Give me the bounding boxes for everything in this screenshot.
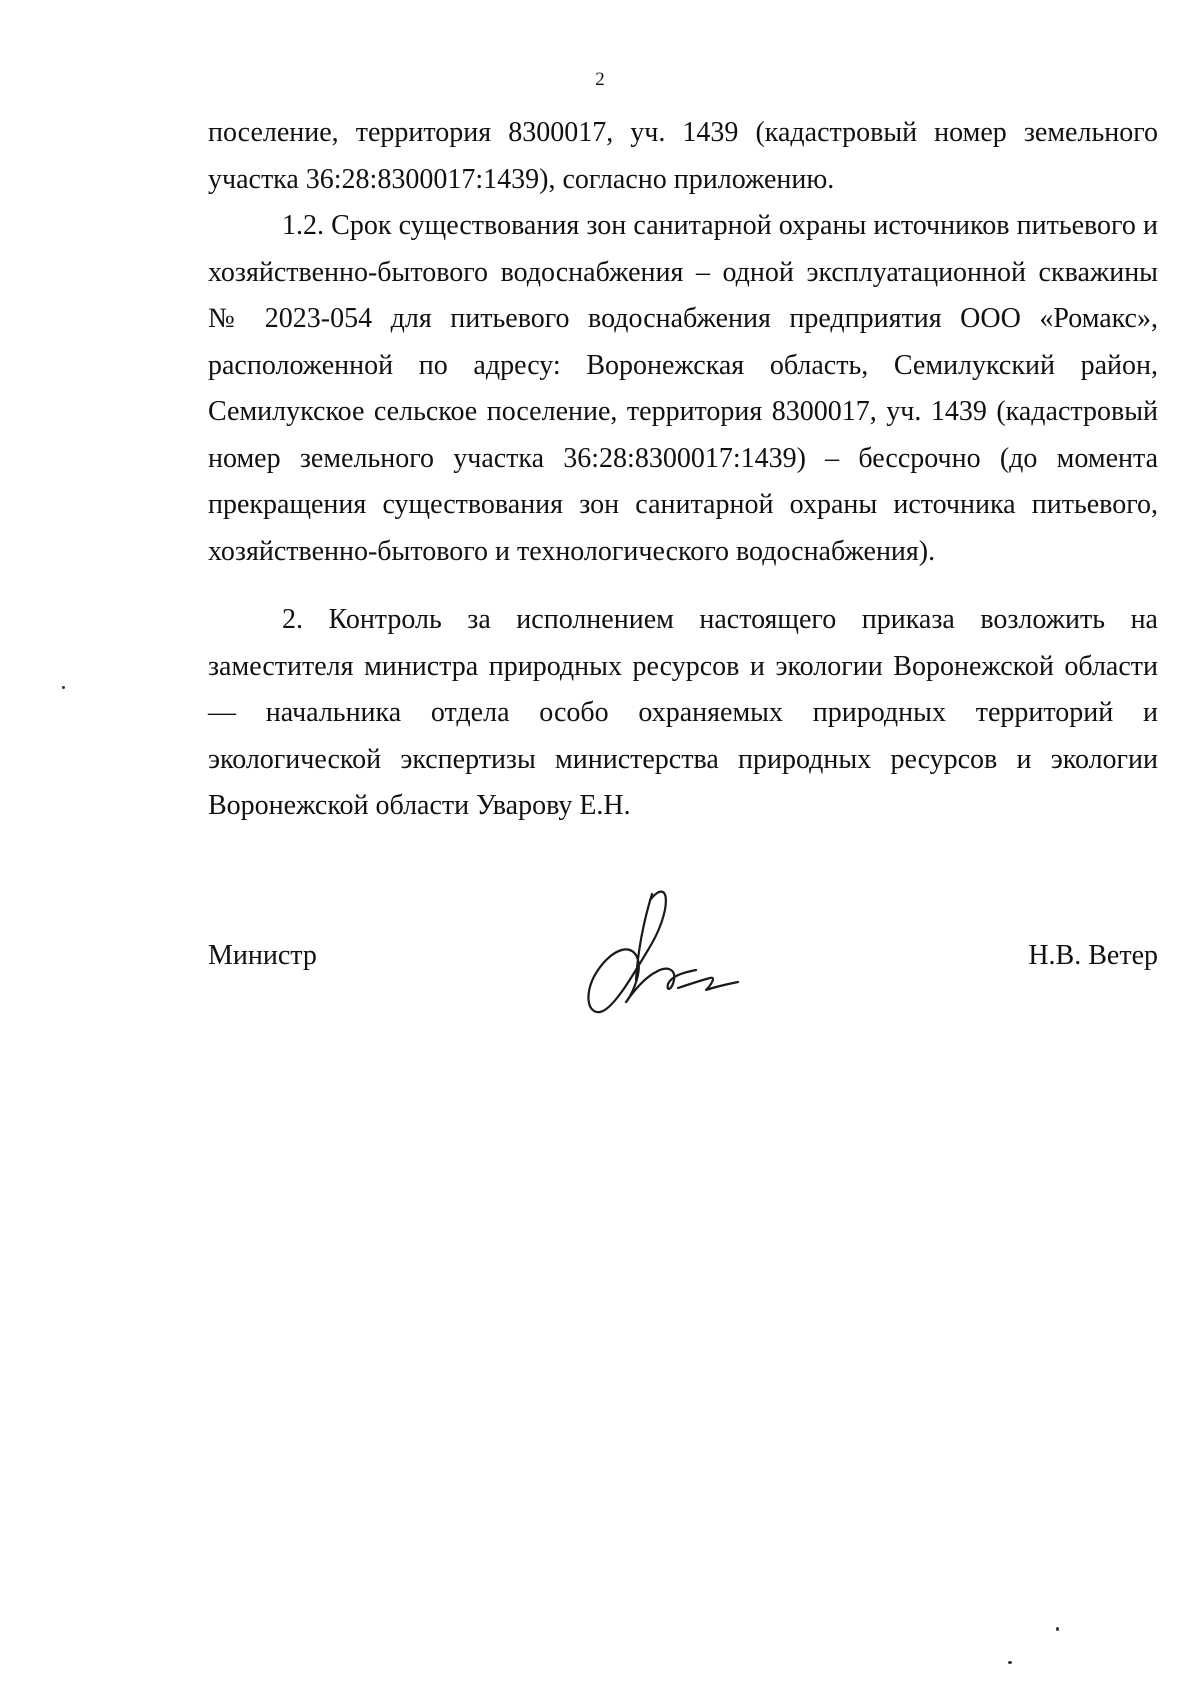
scan-speck (62, 686, 65, 689)
scan-speck (1008, 1661, 1012, 1664)
paragraph-2-control: 2. Контроль за исполнением настоящего приказа возложить на заместителя министра природных ресурсов и экологии Воронежской области — начальника отдела особо охраняемых природных территорий и экологической экспертизы министерства природных ресурсов и экологии Воронежской области Уварову Е.Н. (208, 604, 1158, 821)
scan-speck (1056, 1627, 1059, 1631)
paragraph-continuation: поселение, территория 8300017, уч. 1439 (кадастровый номер земельного участка 36:28:8300017:1439), согласно приложению. (208, 117, 1158, 195)
handwritten-signature (578, 880, 758, 1030)
signatory-name: Н.В. Ветер (1028, 940, 1158, 971)
paragraph-1-2-duration: 1.2. Срок существования зон санитарной охраны источников питьевого и хозяйственно-бытового водоснабжения – одной эксплуатационной скважины № 2023-054 для питьевого водоснабжения предприятия ООО «Ромакс», расположенной по адресу: Воронежская область, Семилукский район, Семилукское сельское поселение, территория 8300017, уч. 1439 (кадастровый номер земельного участка 36:28:8300017:1439) – бессрочно (до момента прекращения существования зон санитарной охраны источника питьевого, хозяйственно-бытового и технологического водоснабжения). (208, 210, 1158, 567)
page-number: 2 (595, 69, 605, 90)
signature-block (208, 930, 1158, 1070)
signatory-title: Министр (208, 940, 317, 971)
